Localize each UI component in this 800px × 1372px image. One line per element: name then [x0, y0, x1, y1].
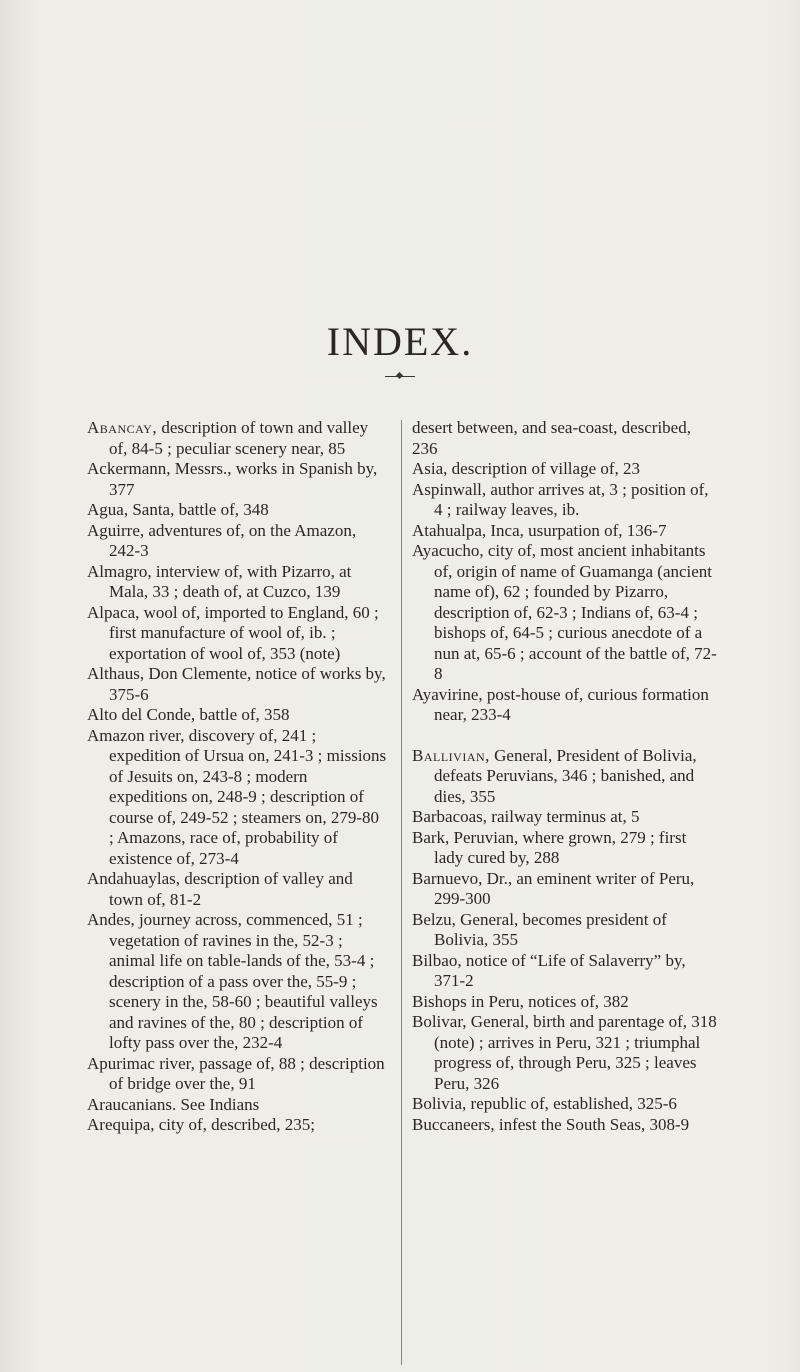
index-entry [412, 746, 718, 808]
column-divider [401, 420, 402, 1365]
index-entry: Belzu, General, becomes president of Bolivia, 355 [412, 909, 667, 949]
index-entry [87, 418, 387, 459]
index-entry: Bilbao, notice of “Life of Salaverry” by, 371-2 [412, 950, 686, 990]
index-entry: Alpaca, wool of, imported to England, 60 ; first manufacture of wool of, ib. ; exportation of wool of, 353 (note) [87, 602, 379, 663]
index-entry-continuation: desert between, and sea-coast, described, 236 [412, 418, 691, 458]
index-entry: Barnuevo, Dr., an eminent writer of Peru, 299-300 [412, 868, 695, 908]
index-entry: Barbacoas, railway terminus at, 5 [412, 807, 640, 826]
entry-text: description of town and valley of, 84-5 ; peculiar scenery near, 85 [109, 418, 369, 458]
index-entry: Aspinwall, author arrives at, 3 ; position of, 4 ; railway leaves, ib. [412, 479, 709, 519]
index-entry: Ayavirine, post-house of, curious formation near, 233-4 [412, 684, 709, 724]
page-title: INDEX. [326, 319, 474, 364]
index-entry: Buccaneers, infest the South Seas, 308-9 [412, 1114, 690, 1134]
index-entry: Bolivia, republic of, established, 325-6 [412, 1094, 677, 1113]
index-entry: Asia, description of village of, 23 [412, 459, 641, 478]
index-entry: Ayacucho, city of, most ancient inhabitants of, origin of name of Guamanga (ancient name of), 62 ; founded by Pizarro, description of, 62-3 ; Indians of, 63-4 ; bishops of, 64-5 ; curious anecdote of a nun at, 65-6 ; account of the battle of, 72-8 [412, 541, 717, 683]
right-column [412, 418, 718, 1135]
entry-text: General, President of Bolivia, defeats Peruvians, 346 ; banished, and dies, 355 [434, 745, 697, 806]
index-entry: Alto del Conde, battle of, 358 [87, 705, 290, 724]
index-entry: Bolivar, General, birth and parentage of, 318 (note) ; arrives in Peru, 321 ; triumphal progress of, through Peru, 325 ; leaves Peru, 326 [412, 1012, 717, 1093]
entry-head: Ballivian, [412, 745, 490, 765]
index-entry: Aguirre, adventures of, on the Amazon, 242-3 [87, 520, 357, 560]
index-entry: Ackermann, Messrs., works in Spanish by, 377 [87, 459, 378, 499]
index-entry: Andes, journey across, commenced, 51 ; vegetation of ravines in the, 52-3 ; animal life on table-lands of the, 53-4 ; description of a pass over the, 55-9 ; scenery in the, 58-60 ; beautiful valleys and ravines of the, 80 ; description of lofty pass over the, 232-4 [87, 910, 378, 1052]
index-entry: Araucanians. See Indians [87, 1094, 260, 1114]
index-entry: Andahuaylas, description of valley and town of, 81-2 [87, 869, 353, 909]
index-entry: Apurimac river, passage of, 88 ; description of bridge over the, 91 [87, 1053, 385, 1093]
ornamental-rule [0, 367, 800, 385]
index-entry: Amazon river, discovery of, 241 ; expedition of Ursua on, 241-3 ; missions of Jesuits on, 243-8 ; modern expeditions on, 248-9 ; description of course of, 249-52 ; steamers on, 279-80 ; Amazons, race of, probability of existence of, 273-4 [87, 725, 387, 868]
left-column [87, 418, 387, 1136]
index-entry: Arequipa, city of, described, 235; [87, 1115, 316, 1134]
index-entry: Atahualpa, Inca, usurpation of, 136-7 [412, 520, 667, 540]
index-entry: Althaus, Don Clemente, notice of works by, 375-6 [87, 664, 386, 704]
index-entry: Agua, Santa, battle of, 348 [87, 500, 269, 519]
index-entry: Bishops in Peru, notices of, 382 [412, 991, 629, 1011]
index-entry: Almagro, interview of, with Pizarro, at Mala, 33 ; death of, at Cuzco, 139 [87, 561, 352, 601]
entry-head: Abancay, [87, 418, 158, 437]
index-entry: Bark, Peruvian, where grown, 279 ; first lady cured by, 288 [412, 827, 687, 867]
